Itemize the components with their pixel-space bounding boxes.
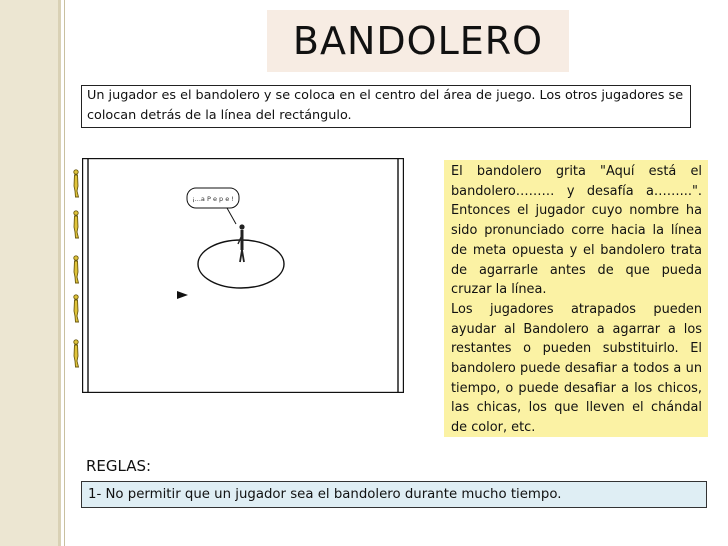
- rule-item: 1- No permitir que un jugador sea el bandolero durante mucho tiempo.: [81, 481, 707, 508]
- player-figure-3: [74, 256, 79, 283]
- left-decorative-line-thin: [64, 0, 65, 546]
- explanation-paragraph-2: Los jugadores atrapados pueden ayudar al Bandolero a agarrar a los restantes o pueden substituirlo. El bandolero puede desafiar a todos a un tiempo, o puede desafiar a los chicos, las chicas, los que lleven el chándal de color, etc.: [451, 301, 702, 436]
- waiting-players: [66, 158, 86, 388]
- player-figure-2: [74, 211, 79, 238]
- rules-heading: REGLAS:: [86, 457, 152, 475]
- player-figure-4: [74, 295, 79, 322]
- player-figure-5: [74, 340, 79, 367]
- explanation-box: [444, 160, 708, 437]
- page-title: BANDOLERO: [267, 10, 569, 72]
- playing-field-diagram: [82, 158, 404, 393]
- speech-bubble-text: ¡...a P e p e !: [192, 195, 234, 203]
- left-decorative-line: [58, 0, 61, 546]
- explanation-paragraph-1: El bandolero grita "Aquí está el bandolero……… y desafía a……...". Entonces el jugador cuyo nombre ha sido pronunciado corre hacia la línea de meta opuesta y el bandolero trata de agarrarle antes de que pueda cruzar la línea.: [451, 164, 702, 298]
- left-decorative-band: [0, 0, 58, 546]
- intro-text: Un jugador es el bandolero y se coloca en el centro del área de juego. Los otros jugadores se colocan detrás de la línea del rectángulo.: [81, 85, 691, 128]
- player-figure-1: [74, 170, 79, 197]
